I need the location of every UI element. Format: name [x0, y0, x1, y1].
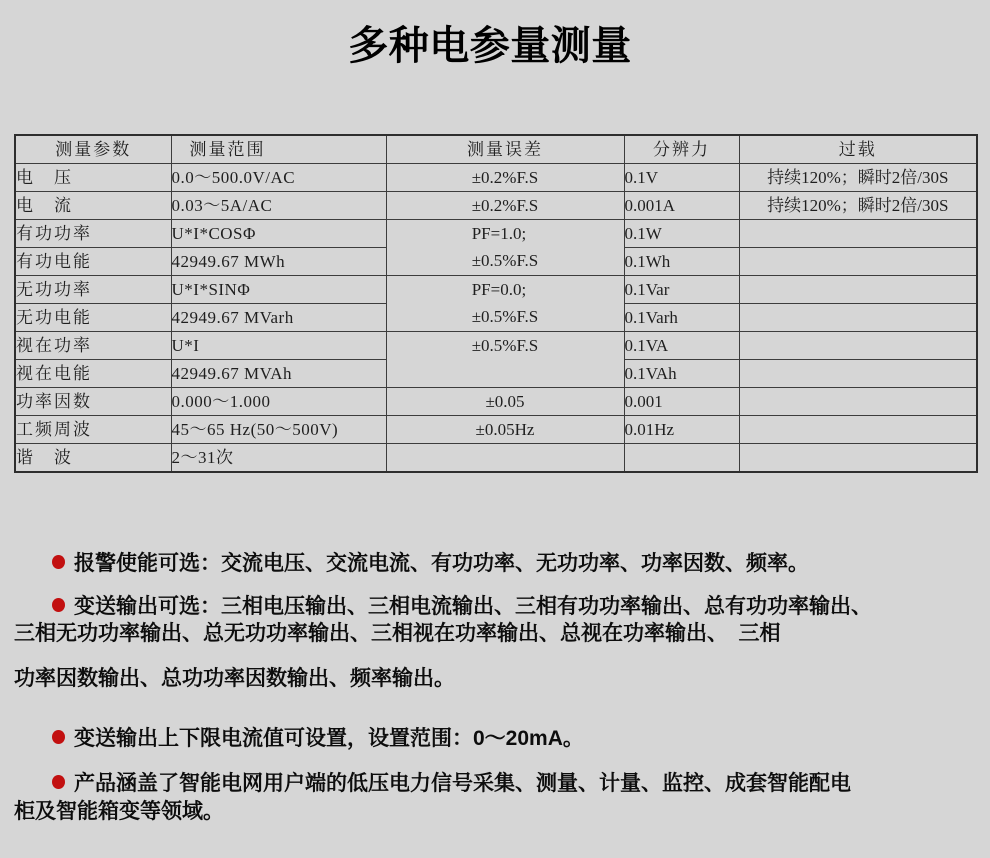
cell-resolution: 0.1V: [624, 164, 739, 192]
feature-bullet-line: [0, 550, 990, 577]
feature-text: 功率因数输出、总功功率因数输出、频率输出。: [14, 667, 455, 690]
cell-resolution: 0.001A: [624, 192, 739, 220]
error-line: ±0.5%F.S: [471, 336, 539, 355]
cell-parameter: 无功电能: [15, 304, 171, 332]
cell-resolution: 0.01Hz: [624, 416, 739, 444]
cell-resolution: 0.1Wh: [624, 248, 739, 276]
cell-parameter: 视在功率: [15, 332, 171, 360]
cell-parameter: 有功电能: [15, 248, 171, 276]
bullet-dot-icon: [52, 730, 65, 744]
cell-parameter: 电 压: [15, 164, 171, 192]
column-header-overload: 过载: [739, 135, 977, 164]
error-line: ±0.2%F.S: [471, 168, 539, 187]
bullet-dot-icon: [52, 775, 65, 789]
bullet-dot-icon: [52, 555, 65, 569]
feature-text: 变送输出上下限电流值可设置，设置范围：0～20mA。: [74, 727, 584, 750]
cell-resolution: 0.1Varh: [624, 304, 739, 332]
feature-continuation-line: [0, 620, 990, 647]
feature-bullet-line: [0, 593, 990, 620]
cell-range: 42949.67 MVAh: [171, 360, 386, 388]
feature-text: 柜及智能箱变等领域。: [14, 800, 224, 823]
feature-bullet-line: [0, 770, 990, 797]
feature-text: 变送输出可选：三相电压输出、三相电流输出、三相有功功率输出、总有功功率输出、: [74, 595, 872, 618]
cell-parameter: 工频周波: [15, 416, 171, 444]
cell-overload: 持续120%；瞬时2倍/30S: [739, 164, 977, 192]
error-line: ±0.2%F.S: [471, 196, 539, 215]
cell-range: U*I*SINΦ: [171, 276, 386, 304]
cell-range: 42949.67 MWh: [171, 248, 386, 276]
error-line: ±0.05: [485, 392, 525, 411]
feature-text: 产品涵盖了智能电网用户端的低压电力信号采集、测量、计量、监控、成套智能配电: [74, 772, 851, 795]
feature-text: 三相无功功率输出、总无功功率输出、三相视在功率输出、总视在功率输出、 三相: [14, 622, 781, 645]
cell-range: 2～31次: [171, 444, 386, 473]
cell-range: 42949.67 MVarh: [171, 304, 386, 332]
error-line: PF=1.0;: [471, 224, 527, 243]
column-header-parameter: 测量参数: [15, 135, 171, 164]
cell-range: 45～65 Hz(50～500V): [171, 416, 386, 444]
cell-resolution: 0.1Var: [624, 276, 739, 304]
page-title: 多种电参量测量: [348, 24, 632, 68]
cell-resolution: 0.001: [624, 388, 739, 416]
cell-range: U*I*COSΦ: [171, 220, 386, 248]
cell-parameter: 功率因数: [15, 388, 171, 416]
cell-parameter: 有功功率: [15, 220, 171, 248]
feature-continuation-line: [0, 798, 990, 825]
column-header-resolution: 分辨力: [624, 135, 739, 164]
cell-parameter: 视在电能: [15, 360, 171, 388]
feature-text: 报警使能可选：交流电压、交流电流、有功功率、无功功率、功率因数、频率。: [74, 552, 809, 575]
error-line: PF=0.0;: [471, 280, 527, 299]
feature-bullet-line: [0, 725, 990, 752]
cell-parameter: 电 流: [15, 192, 171, 220]
cell-range: 0.03～5A/AC: [171, 192, 386, 220]
column-header-range: 测量范围: [171, 135, 386, 164]
cell-resolution: 0.1W: [624, 220, 739, 248]
column-header-error: 测量误差: [386, 135, 624, 164]
cell-range: U*I: [171, 332, 386, 360]
cell-range: 0.000～1.000: [171, 388, 386, 416]
error-line: ±0.05Hz: [475, 420, 535, 439]
cell-range: 0.0～500.0V/AC: [171, 164, 386, 192]
error-line: ±0.5%F.S: [471, 251, 539, 270]
cell-parameter: 无功功率: [15, 276, 171, 304]
cell-parameter: 谐 波: [15, 444, 171, 473]
bullet-dot-icon: [52, 598, 65, 612]
cell-resolution: 0.1VAh: [624, 360, 739, 388]
cell-resolution: 0.1VA: [624, 332, 739, 360]
cell-overload: 持续120%；瞬时2倍/30S: [739, 192, 977, 220]
error-line: ±0.5%F.S: [471, 307, 539, 326]
feature-continuation-line: [0, 665, 990, 692]
